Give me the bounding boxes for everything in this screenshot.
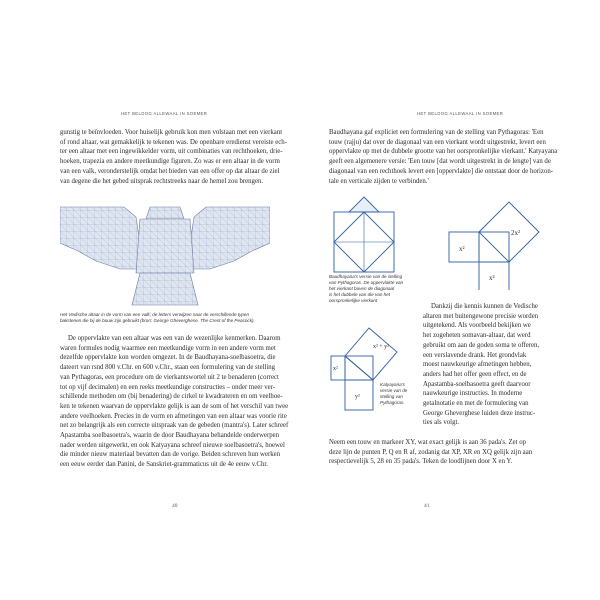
text-line: een verslavende drank. Het grondvlak — [423, 351, 527, 359]
text-line: ter een altaar met een ingewikkelder vorm, uit combinaties van rechthoeken, drie- — [60, 148, 283, 156]
text-line: schillende methoden om (bij benadering) de cirkel te kwadrateren en om veelhoe- — [60, 393, 283, 401]
label-x2: x² — [489, 274, 495, 282]
text-line: dateert van rsnd 800 v.Chr. en 600 v.Chr., staan een formulering van de stelling — [60, 364, 276, 372]
intro-paragraph — [329, 128, 558, 186]
text-line: een eeuw eerder dan Panini, de Sanskriet-grammaticus uit de 4e eeuw v.Chr. — [60, 461, 268, 469]
text-line: Apastamba-soelbasoetra geeft daarvoor — [423, 380, 531, 388]
text-line: tale en verticale zijden te verbinden.' — [329, 177, 429, 185]
caption-line: is het dubbele van die van het — [329, 292, 391, 297]
label-2x2: 2x² — [511, 229, 521, 237]
text-line: altaren met buitengewone precisie worden — [423, 312, 539, 320]
text-line: George Gheverghese luiden deze instruc- — [423, 409, 536, 417]
caption-line: Baudhayana's versie van de stelling — [329, 274, 403, 279]
label-x2-plus-y2: x² + y² — [373, 344, 389, 350]
text-line: nauwkeurige instructies. In moderne — [423, 390, 523, 398]
caption-line: oorspronkelijke vierkant — [329, 298, 378, 303]
figure-caption — [60, 312, 275, 324]
right-page — [300, 0, 600, 600]
text-line: touw (rajju) dat over de diagonaal van een vierkant wordt uitgestrekt, levert een — [329, 138, 546, 146]
caption-line: bakstenen die bij de bouw zijn gebruikt (bron: George Gheverghese, The Crest of the Peacock). — [60, 318, 255, 323]
text-line: Apastamba soelbasoetra's, waarin de door Baudhayana behandelde onderwerpen — [60, 432, 280, 440]
text-line: andere veelhoeken. Precies in de vorm en afmetingen van een altaar was voorie rite — [60, 412, 287, 420]
text-line: getalnotatie en met de formulering van — [423, 400, 529, 408]
text-line: uitgetekend. Als voorbeeld bekijken we — [423, 322, 531, 330]
text-line: geeft een algemenere versie: 'Een touw [dat wordt uitgestrekt in de lengte] van de — [329, 158, 551, 166]
caption-line: het vierkant boven de diagonaal — [329, 286, 395, 291]
text-line: moest nauwkeurige afmetingen hebben, — [423, 361, 532, 369]
text-line: gunstig te beïnvloeden. Voor huiselijk gebruik kon men volstaan met een vierkant — [60, 129, 283, 136]
intro-paragraph — [60, 128, 287, 186]
running-head: HET BELOOG ALLEWAAL IN SOEMER — [121, 111, 208, 116]
figure-caption — [380, 382, 424, 406]
text-line: Neem een touw en markeer XY, wat exact gelijk is aan 36 pada's. Zet op — [329, 439, 527, 446]
text-line: ties als volgt. — [423, 419, 460, 427]
text-line: ken te tekenen waarvan de oppervlakte gelijk is aan de som of het verschil van twee — [60, 402, 289, 410]
text-line: van een valk, veronderstelijk omdat het bieden van een offer op dat altaar de ziel — [60, 167, 280, 175]
label-x2: x² — [333, 366, 338, 372]
caption-line: van Pythagoras. De oppervlakte van — [329, 280, 404, 285]
label-y2: y² — [355, 394, 360, 400]
figure-caption — [329, 274, 424, 304]
text-line: tot op vijf decimalen) en een reeks meetkundige constructies – onder meer ver- — [60, 383, 276, 391]
text-line: anders had het offer geen effect, en de — [423, 370, 527, 378]
caption-line: Pythagoras. — [380, 400, 405, 405]
text-line: waren formules nodig waarmee een meetkundige vorm in een andere vorm met — [60, 344, 276, 352]
final-paragraph — [329, 438, 539, 467]
caption-line: Het Vedische altaar in de vorm van een valk; de letters verwijzen naar de verschillende typen — [60, 312, 250, 317]
caption-line: versie van de — [380, 388, 408, 393]
text-line: diagonaal van een rechthoek levert een [oppervlakte] die ontstaat door de horizon- — [329, 167, 554, 175]
text-line: het zogeheten somavan-altaar, dat werd — [423, 332, 531, 340]
hypotenuse-square — [345, 328, 397, 380]
main-paragraph — [60, 334, 289, 470]
text-line: net zo belangrijk als een correcte uitspraak van de gebeden (mantra's). Later schreef — [60, 422, 289, 430]
label-x2: x² — [459, 245, 465, 253]
text-line: deze lijn de punten P, Q en R af, zodanig dat XP, XR en XQ gelijk zijn aan — [329, 448, 533, 456]
page-number: 40 — [172, 503, 178, 509]
caption-line: Katyayana's — [380, 382, 405, 387]
text-line: die minder nieuw materiaal bevatten dan de vorige. Beiden schreven hun werken — [60, 451, 281, 459]
text-line: van degene die het gebed uitsprak rechtstreeks naar de hemel zou brengen. — [60, 177, 264, 185]
falcon-altar-figure — [60, 203, 270, 313]
inscribed-square-diagram — [334, 197, 394, 272]
text-line: nader werden uitgewerkt, en ook Katyayana schreef nieuwe soelbasoetra's, hoewel — [60, 441, 285, 449]
text-line: gebruikt om aan de goden soma te offeren, — [423, 341, 540, 349]
text-line: De oppervlakte van een altaar was een van de wezenlijke kenmerken. Daarom — [68, 335, 281, 342]
text-line: Baudhayana gaf expliciet een formulering van de stelling van Pythagoras: 'Een — [329, 129, 544, 136]
text-line: hoeken, trapezia en andere meetkundige figuren. Zo was er een altaar in de vorm — [60, 158, 280, 166]
text-line: dezelfde oppervlakte kon worden omgezet. In de Baudhayana-soelbasoetra, die — [60, 354, 276, 362]
text-line: van Pythagoras, een procedure om de vierkantswortel uit 2 te benaderen (correct — [60, 373, 279, 381]
text-line: Dankzij die kennis kunnen de Vedische — [431, 303, 538, 310]
text-line: oppervlakte op met de dubbele grootte van het oorspronkelijke vierkant.' Katyayana — [329, 148, 558, 156]
side-paragraph — [423, 302, 541, 428]
text-line: respectievelijk 5, 28 en 35 pada's. Teken de loodlijnen door X en Y. — [329, 458, 513, 466]
running-head: HET BELOOG ALLEWAAL IN SOEMER — [417, 111, 504, 116]
caption-line: stelling van — [380, 394, 403, 399]
page-number: 41 — [424, 503, 430, 509]
text-line: of rond altaar, wat gemakkelijk te tekenen was. De openbare eredienst vereiste ech- — [60, 138, 287, 146]
